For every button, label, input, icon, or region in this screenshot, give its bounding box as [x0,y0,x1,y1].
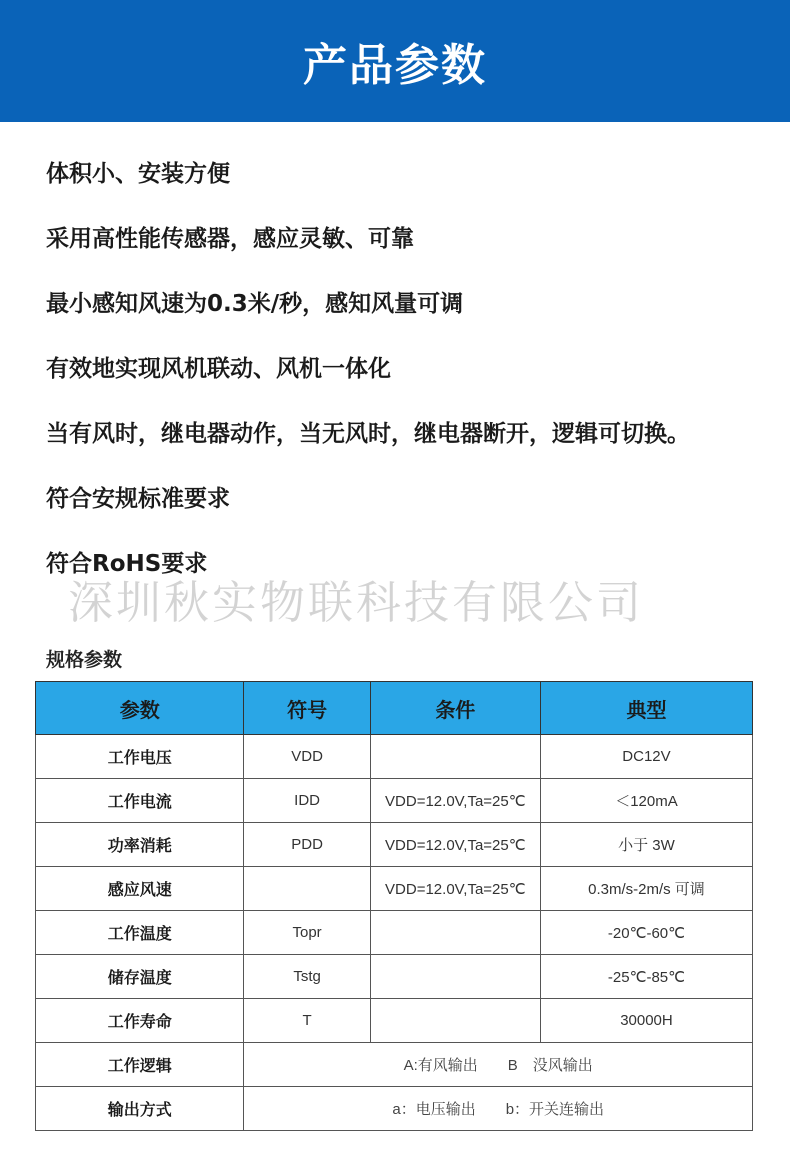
feature-item: 符合安规标准要求 [46,486,230,512]
page-title: 产品参数 [303,40,487,91]
symbol-cell: Tstg [244,955,370,999]
table-header-row [36,682,753,735]
output-value-cell: a：电压输出 b：开关连输出 [244,1087,753,1131]
feature-item: 采用高性能传感器，感应灵敏、可靠 [46,226,414,252]
table-row [36,955,753,999]
feature-item: 体积小、安装方便 [46,161,230,187]
feature-item: 最小感知风速为0.3米/秒，感知风量可调 [46,291,464,317]
feature-item: 当有风时，继电器动作，当无风时，继电器断开，逻辑可切换。 [46,421,690,447]
spec-heading: 规格参数 [46,649,123,671]
param-cell: 功率消耗 [36,823,244,867]
feature-item: 符合RoHS要求 [46,551,208,577]
company-watermark: 深圳秋实物联科技有限公司 [68,576,645,629]
symbol-cell [244,867,370,911]
condition-cell: VDD=12.0V,Ta=25℃ [370,823,540,867]
typical-cell: 30000H [540,999,752,1043]
table-row [36,735,753,779]
symbol-cell: VDD [244,735,370,779]
typical-cell: -25℃-85℃ [540,955,752,999]
param-cell: 工作逻辑 [36,1043,244,1087]
table-row-logic [36,1043,753,1087]
param-cell: 输出方式 [36,1087,244,1131]
param-cell: 工作温度 [36,911,244,955]
table-row [36,999,753,1043]
logic-value-cell: A:有风输出 B 没风输出 [244,1043,753,1087]
param-cell: 储存温度 [36,955,244,999]
condition-cell [370,999,540,1043]
header-banner [0,0,790,122]
feature-item: 有效地实现风机联动、风机一体化 [46,356,391,382]
symbol-cell: T [244,999,370,1043]
param-cell: 工作寿命 [36,999,244,1043]
condition-cell [370,735,540,779]
param-cell: 工作电压 [36,735,244,779]
condition-cell: VDD=12.0V,Ta=25℃ [370,779,540,823]
table-row [36,911,753,955]
column-header-condition: 条件 [370,682,540,735]
typical-cell: 0.3m/s-2m/s 可调 [540,867,752,911]
typical-cell: ＜120mA [540,779,752,823]
table-row [36,823,753,867]
typical-cell: DC12V [540,735,752,779]
table-row [36,779,753,823]
feature-list [46,152,766,607]
column-header-param: 参数 [36,682,244,735]
typical-cell: -20℃-60℃ [540,911,752,955]
symbol-cell: Topr [244,911,370,955]
table-row-output [36,1087,753,1131]
condition-cell [370,955,540,999]
symbol-cell: PDD [244,823,370,867]
condition-cell [370,911,540,955]
symbol-cell: IDD [244,779,370,823]
column-header-typical: 典型 [540,682,752,735]
param-cell: 工作电流 [36,779,244,823]
param-cell: 感应风速 [36,867,244,911]
table-row [36,867,753,911]
column-header-symbol: 符号 [244,682,370,735]
typical-cell: 小于 3W [540,823,752,867]
spec-table [35,681,753,1131]
condition-cell: VDD=12.0V,Ta=25℃ [370,867,540,911]
